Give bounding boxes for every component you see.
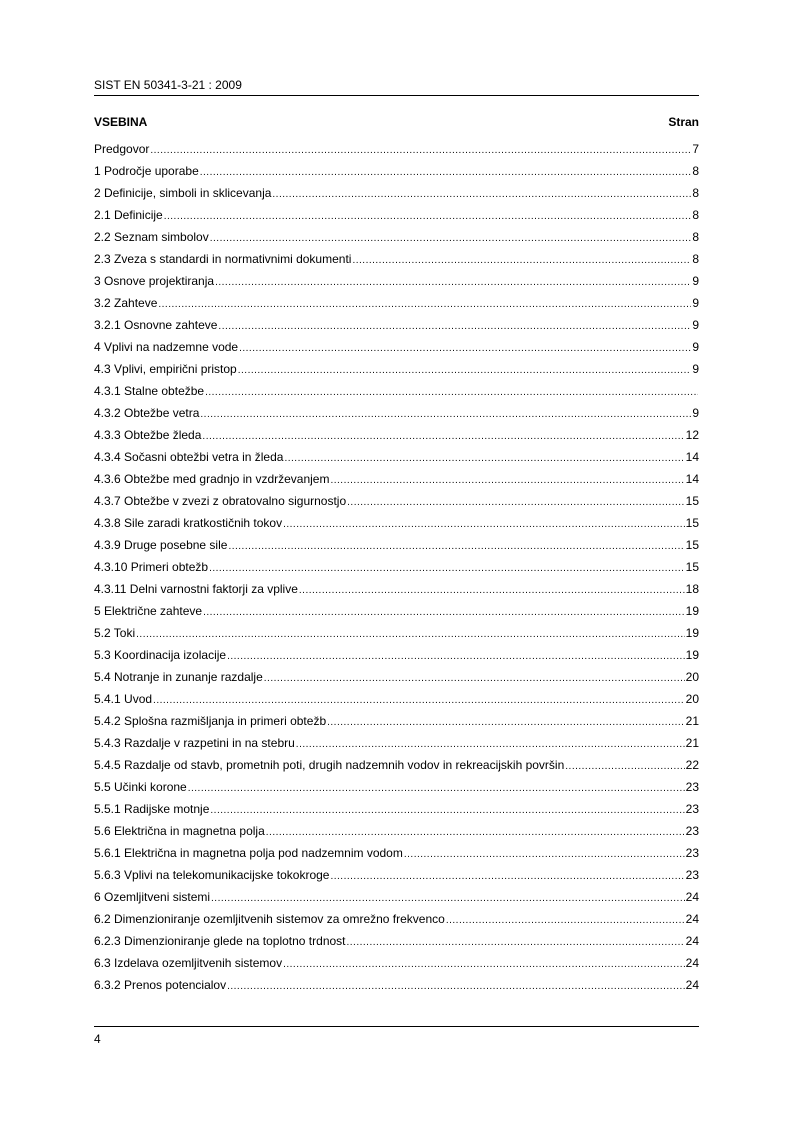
toc-dot-leader [238,362,692,378]
toc-entry-page: 15 [685,516,699,530]
toc-entry-page: 20 [685,670,699,684]
toc-entry-page: 8 [692,164,699,178]
toc-entry[interactable] [94,956,699,978]
toc-entry-label: 4 Vplivi na nadzemne vode [94,340,239,354]
toc-dot-leader [218,318,691,334]
toc-dot-leader [266,824,685,840]
toc-dot-leader [272,186,691,202]
toc-dot-leader [264,670,685,686]
toc-dot-leader [203,604,685,620]
toc-entry-label: 2 Definicije, simboli in sklicevanja [94,186,272,200]
toc-entry[interactable] [94,318,699,340]
toc-entry-page: 24 [685,956,699,970]
toc-dot-leader [239,340,691,356]
toc-title: VSEBINA [94,115,148,129]
toc-entry-page: 21 [685,736,699,750]
toc-entry-page: 14 [685,450,699,464]
toc-entry-label: 6.3.2 Prenos potencialov [94,978,227,992]
toc-entry-label: 4.3.4 Sočasni obtežbi vetra in žleda [94,450,284,464]
toc-entry-label: 1 Področje uporabe [94,164,199,178]
toc-entry-page: 24 [685,890,699,904]
toc-entry-label: 4.3.7 Obtežbe v zvezi z obratovalno sigurnostjo [94,494,347,508]
toc-entry[interactable] [94,208,699,230]
toc-dot-leader [327,714,685,730]
toc-entry[interactable] [94,604,699,626]
toc-entry-page: 19 [685,604,699,618]
toc-entry-label: 3.2 Zahteve [94,296,158,310]
toc-dot-leader [136,626,685,642]
toc-entry[interactable] [94,186,699,208]
toc-dot-leader [228,538,684,554]
toc-entry-page: 19 [685,626,699,640]
toc-entry[interactable] [94,780,699,802]
toc-entry-label: 4.3.6 Obtežbe med gradnjo in vzdrževanjem [94,472,330,486]
toc-dot-leader [284,450,684,466]
toc-entry-page: 24 [685,934,699,948]
toc-entry[interactable] [94,516,699,538]
toc-entry-page: 9 [692,318,699,332]
toc-dot-leader [200,406,691,422]
toc-dot-leader [188,780,685,796]
toc-entry-page: 23 [685,802,699,816]
toc-entry-label: 6.2.3 Dimenzioniranje glede na toplotno trdnost [94,934,346,948]
toc-entry-page: 23 [685,846,699,860]
toc-entry[interactable] [94,868,699,890]
toc-dot-leader [227,978,685,994]
toc-entry-label: 4.3.11 Delni varnostni faktorji za vplive [94,582,298,596]
toc-entry-page: 23 [685,780,699,794]
toc-dot-leader [209,560,685,576]
table-of-contents [94,142,699,1000]
toc-entry-page: 23 [685,824,699,838]
toc-dot-leader [153,692,685,708]
toc-dot-leader [296,736,685,752]
toc-entry-label: 5.6 Električna in magnetna polja [94,824,265,838]
toc-entry-label: 5.4.3 Razdalje v razpetini in na stebru [94,736,295,750]
toc-entry[interactable] [94,648,699,670]
toc-entry-page: 9 [692,296,699,310]
toc-entry-page: 18 [685,582,699,596]
toc-dot-leader [299,582,685,598]
toc-entry-page: 21 [685,714,699,728]
toc-entry-label: 5.6.1 Električna in magnetna polja pod nadzemnim vodom [94,846,403,860]
toc-entry-label: 6.2 Dimenzioniranje ozemljitvenih sistemov za omrežno frekvenco [94,912,445,926]
toc-title-row [94,115,699,129]
toc-entry-label: 5.4.5 Razdalje od stavb, prometnih poti, drugih nadzemnih vodov in rekreacijskih površin [94,758,565,772]
toc-entry[interactable] [94,538,699,560]
toc-dot-leader [205,384,698,400]
toc-dot-leader [352,252,691,268]
toc-entry[interactable] [94,758,699,780]
toc-dot-leader [210,802,684,818]
toc-dot-leader [330,472,684,488]
toc-entry[interactable] [94,912,699,934]
toc-entry[interactable] [94,428,699,450]
toc-dot-leader [158,296,691,312]
toc-entry[interactable] [94,802,699,824]
toc-entry-page: 9 [692,406,699,420]
toc-entry-page: 15 [685,560,699,574]
toc-entry-label: 4.3 Vplivi, empirični pristop [94,362,237,376]
toc-dot-leader [210,230,692,246]
toc-entry[interactable] [94,846,699,868]
toc-entry[interactable] [94,582,699,604]
toc-entry[interactable] [94,670,699,692]
toc-entry-label: 3.2.1 Osnovne zahteve [94,318,218,332]
toc-entry-label: 2.3 Zveza s standardi in normativnimi dokumenti [94,252,352,266]
toc-entry[interactable] [94,384,699,406]
toc-entry-page: 22 [685,758,699,772]
toc-dot-leader [150,142,691,158]
toc-entry-label: 4.3.9 Druge posebne sile [94,538,228,552]
toc-entry-label: 2.2 Seznam simbolov [94,230,209,244]
toc-dot-leader [565,758,684,774]
toc-entry[interactable] [94,362,699,384]
toc-entry-page: 20 [685,692,699,706]
toc-dot-leader [215,274,691,290]
toc-entry[interactable] [94,230,699,252]
toc-entry-label: 6.3 Izdelava ozemljitvenih sistemov [94,956,283,970]
toc-entry-label: 5.6.3 Vplivi na telekomunikacijske tokokroge [94,868,330,882]
toc-entry-page: 24 [685,912,699,926]
toc-dot-leader [446,912,685,928]
toc-entry-page: 9 [692,274,699,288]
toc-entry-page: 8 [692,252,699,266]
toc-entry[interactable] [94,978,699,1000]
toc-entry[interactable] [94,890,699,912]
toc-dot-leader [164,208,692,224]
toc-entry-label: 2.1 Definicije [94,208,163,222]
toc-entry-page: 7 [692,142,699,156]
toc-entry-page: 24 [685,978,699,992]
toc-entry-page: 15 [685,494,699,508]
document-id: SIST EN 50341-3-21 : 2009 [94,78,242,92]
toc-dot-leader [200,164,692,180]
toc-entry-label: 3 Osnove projektiranja [94,274,215,288]
toc-entry[interactable] [94,472,699,494]
toc-entry[interactable] [94,824,699,846]
toc-entry[interactable] [94,560,699,582]
toc-entry[interactable] [94,714,699,736]
toc-dot-leader [211,890,685,906]
toc-dot-leader [347,934,685,950]
toc-entry-label: 5.5 Učinki korone [94,780,187,794]
toc-entry-page: 23 [685,868,699,882]
toc-entry-label: 4.3.2 Obtežbe vetra [94,406,200,420]
toc-entry-label: 5.4.2 Splošna razmišljanja in primeri obtežb [94,714,327,728]
toc-entry-label: 4.3.3 Obtežbe žleda [94,428,202,442]
toc-entry-label: 6 Ozemljitveni sistemi [94,890,211,904]
toc-entry-page: 8 [692,230,699,244]
toc-dot-leader [330,868,684,884]
toc-entry-page: 9 [692,362,699,376]
toc-entry-label: 4.3.1 Stalne obtežbe [94,384,205,398]
toc-entry[interactable] [94,296,699,318]
toc-entry[interactable] [94,450,699,472]
toc-dot-leader [283,516,685,532]
footer-page-number: 4 [94,1032,101,1046]
toc-entry[interactable] [94,406,699,428]
toc-entry-label: 5.2 Toki [94,626,136,640]
toc-entry[interactable] [94,274,699,296]
toc-entry[interactable] [94,934,699,956]
toc-entry[interactable] [94,340,699,362]
toc-entry-page: 12 [685,428,699,442]
toc-entry[interactable] [94,164,699,186]
toc-dot-leader [347,494,685,510]
toc-page-column-label: Stran [668,115,699,129]
toc-entry-page: 15 [685,538,699,552]
toc-entry-label: 5.3 Koordinacija izolacije [94,648,227,662]
toc-entry-page: 9 [692,340,699,354]
toc-entry[interactable] [94,692,699,714]
toc-entry-page: 8 [692,208,699,222]
toc-entry[interactable] [94,142,699,164]
toc-entry-label: 5.4.1 Uvod [94,692,153,706]
toc-entry[interactable] [94,252,699,274]
toc-entry-label: Predgovor [94,142,150,156]
toc-entry-label: 4.3.10 Primeri obtežb [94,560,209,574]
toc-entry-label: 4.3.8 Sile zaradi kratkostičnih tokov [94,516,283,530]
toc-dot-leader [202,428,684,444]
header-rule [94,95,699,96]
toc-entry-label: 5 Električne zahteve [94,604,203,618]
toc-dot-leader [404,846,685,862]
toc-entry-page: 19 [685,648,699,662]
toc-dot-leader [227,648,685,664]
toc-entry-page: 14 [685,472,699,486]
toc-entry-page: 8 [692,186,699,200]
toc-entry[interactable] [94,736,699,758]
toc-entry-label: 5.5.1 Radijske motnje [94,802,210,816]
toc-entry[interactable] [94,626,699,648]
toc-entry-label: 5.4 Notranje in zunanje razdalje [94,670,263,684]
toc-dot-leader [283,956,685,972]
footer-rule [94,1026,699,1027]
toc-entry[interactable] [94,494,699,516]
